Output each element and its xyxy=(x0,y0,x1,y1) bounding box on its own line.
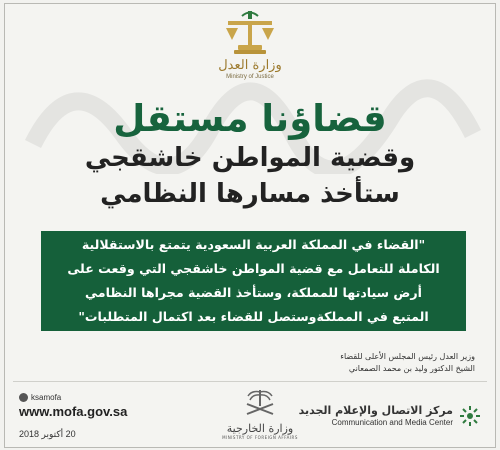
website-link[interactable]: www.mofa.gov.sa xyxy=(19,404,128,419)
quote-box xyxy=(41,231,466,331)
footer-contact xyxy=(19,393,127,440)
quote-line: أرض سيادتها للمملكة، وستأخذ القضية مجراها النظامي xyxy=(85,285,422,300)
headline-line-3: ستأخذ مسارها النظامي xyxy=(100,179,400,209)
twitter-handle-row[interactable] xyxy=(19,393,127,402)
attribution-name: الشيخ الدكتور وليد بن محمد الصمعاني xyxy=(348,364,475,373)
poster-frame xyxy=(4,3,496,448)
communication-center-logo xyxy=(299,404,481,428)
cmc-name-english: Communication and Media Center xyxy=(331,418,453,427)
headline-line-2: وقضية المواطن خاشقجي xyxy=(84,143,416,173)
ministry-name-arabic: وزارة العدل xyxy=(218,58,282,73)
palm-swords-emblem-icon xyxy=(243,388,277,418)
quote-line: "القضاء في المملكة العربية السعودية يتمتع بالاستقلالية xyxy=(81,237,426,252)
twitter-handle: ksamofa xyxy=(31,393,62,402)
footer-divider xyxy=(13,381,487,382)
justice-scale-emblem-icon xyxy=(220,8,280,58)
quote-line: المتبع في المملكةوستصل للقضاء بعد اكتمال المتطلبات" xyxy=(78,309,429,324)
attribution xyxy=(340,351,475,375)
ministry-of-justice-logo xyxy=(5,8,495,81)
media-center-burst-icon xyxy=(459,405,481,427)
mofa-logo xyxy=(215,388,305,441)
cmc-name-arabic: مركز الاتصال والإعلام الجديد xyxy=(298,404,453,417)
ministry-name-english: Ministry of Justice xyxy=(226,74,274,80)
quote-line: الكاملة للتعامل مع قضية المواطن خاشقجي التي وقعت على xyxy=(67,261,440,276)
publish-date: 20 أكتوبر 2018 xyxy=(19,429,76,439)
attribution-title: وزير العدل رئيس المجلس الأعلى للقضاء xyxy=(340,352,475,361)
mofa-name-arabic: وزارة الخارجية xyxy=(226,422,294,435)
headline-main: قضاؤنا مستقل xyxy=(113,97,387,140)
twitter-icon xyxy=(19,393,28,402)
mofa-name-english: MINISTRY OF FOREIGN AFFAIRS xyxy=(222,435,298,440)
